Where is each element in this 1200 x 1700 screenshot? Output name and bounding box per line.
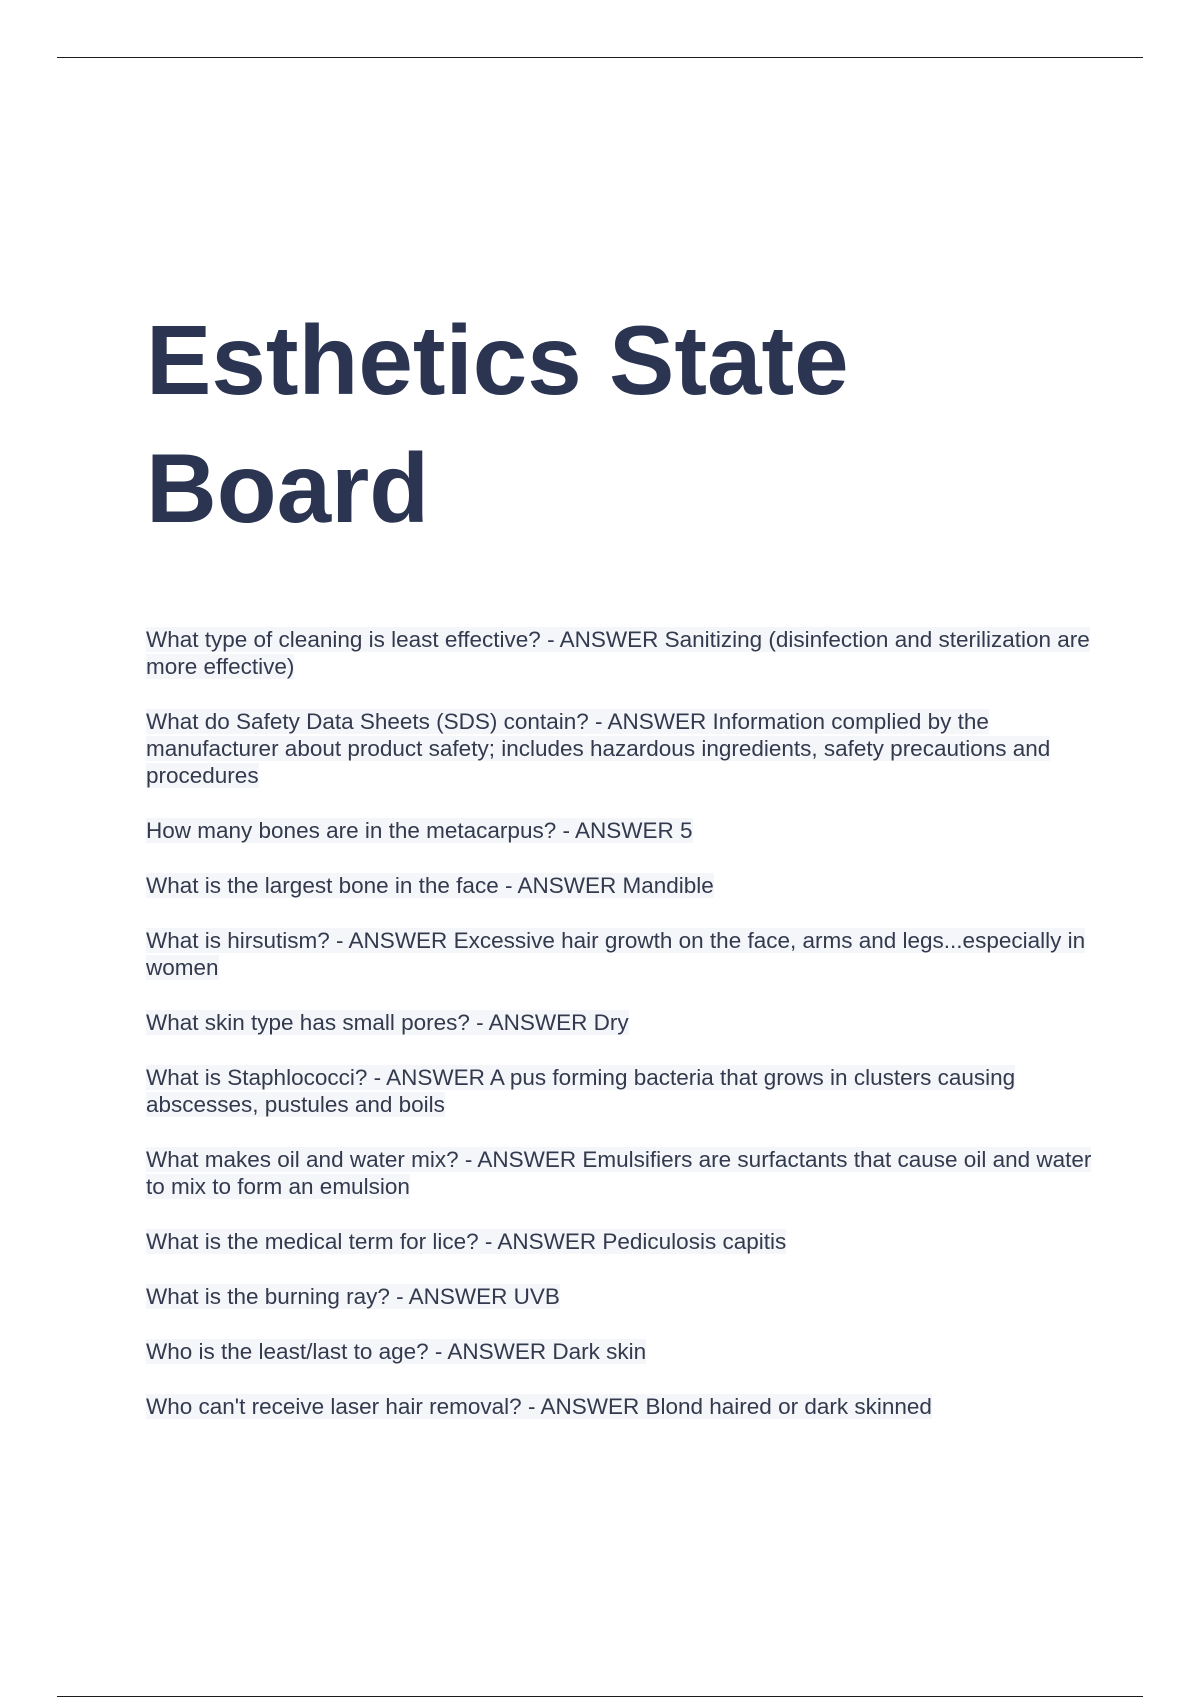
answer-separator: - ANSWER — [458, 1147, 583, 1172]
question-answer-list — [146, 626, 1096, 1448]
qa-item — [146, 927, 1096, 981]
answer-text: UVB — [513, 1284, 560, 1309]
question-text: Who can't receive laser hair removal? — [146, 1394, 522, 1419]
page-title: Esthetics State Board — [146, 305, 849, 543]
question-text: What do Safety Data Sheets (SDS) contain? — [146, 709, 589, 734]
qa-item — [146, 708, 1096, 789]
top-divider — [57, 57, 1143, 58]
question-text: What is Staphlococci? — [146, 1065, 368, 1090]
answer-text: Pediculosis capitis — [602, 1229, 787, 1254]
answer-separator: - ANSWER — [428, 1339, 553, 1364]
answer-separator: - ANSWER — [540, 627, 665, 652]
qa-item — [146, 872, 1096, 899]
qa-item — [146, 1009, 1096, 1036]
qa-item — [146, 1283, 1096, 1310]
qa-item — [146, 1064, 1096, 1118]
answer-text: Sanitizing (disinfection and sterilization are more effective) — [146, 627, 1090, 679]
answer-separator: - ANSWER — [588, 709, 713, 734]
question-text: What is the largest bone in the face — [146, 873, 499, 898]
answer-text: Mandible — [622, 873, 714, 898]
answer-separator: - ANSWER — [498, 873, 623, 898]
bottom-divider — [57, 1696, 1143, 1697]
answer-text: Emulsifiers are surfactants that cause oil and water to mix to form an emulsion — [146, 1147, 1092, 1199]
answer-separator: - ANSWER — [329, 928, 454, 953]
qa-item — [146, 626, 1096, 680]
answer-separator: - ANSWER — [389, 1284, 514, 1309]
answer-text: Dry — [593, 1010, 629, 1035]
question-text: What is the burning ray? — [146, 1284, 390, 1309]
question-text: What type of cleaning is least effective? — [146, 627, 541, 652]
answer-text: Information complied by the manufacturer about product safety; includes hazardous ingredients, safety precautions and procedures — [146, 709, 1051, 788]
answer-text: Blond haired or dark skinned — [645, 1394, 932, 1419]
qa-item — [146, 1228, 1096, 1255]
answer-text: Excessive hair growth on the face, arms and legs...especially in women — [146, 928, 1086, 980]
answer-text: A pus forming bacteria that grows in clusters causing abscesses, pustules and boils — [146, 1065, 1016, 1117]
question-text: What makes oil and water mix? — [146, 1147, 459, 1172]
qa-item — [146, 1146, 1096, 1200]
question-text: What is hirsutism? — [146, 928, 330, 953]
answer-text: Dark skin — [552, 1339, 647, 1364]
question-text: What skin type has small pores? — [146, 1010, 470, 1035]
answer-separator: - ANSWER — [556, 818, 680, 843]
qa-item — [146, 817, 1096, 844]
answer-separator: - ANSWER — [521, 1394, 646, 1419]
answer-text: 5 — [679, 818, 693, 843]
answer-separator: - ANSWER — [469, 1010, 594, 1035]
qa-item — [146, 1338, 1096, 1365]
qa-item — [146, 1393, 1096, 1420]
answer-separator: - ANSWER — [367, 1065, 490, 1090]
question-text: How many bones are in the metacarpus? — [146, 818, 557, 843]
answer-separator: - ANSWER — [478, 1229, 603, 1254]
question-text: Who is the least/last to age? — [146, 1339, 429, 1364]
question-text: What is the medical term for lice? — [146, 1229, 479, 1254]
